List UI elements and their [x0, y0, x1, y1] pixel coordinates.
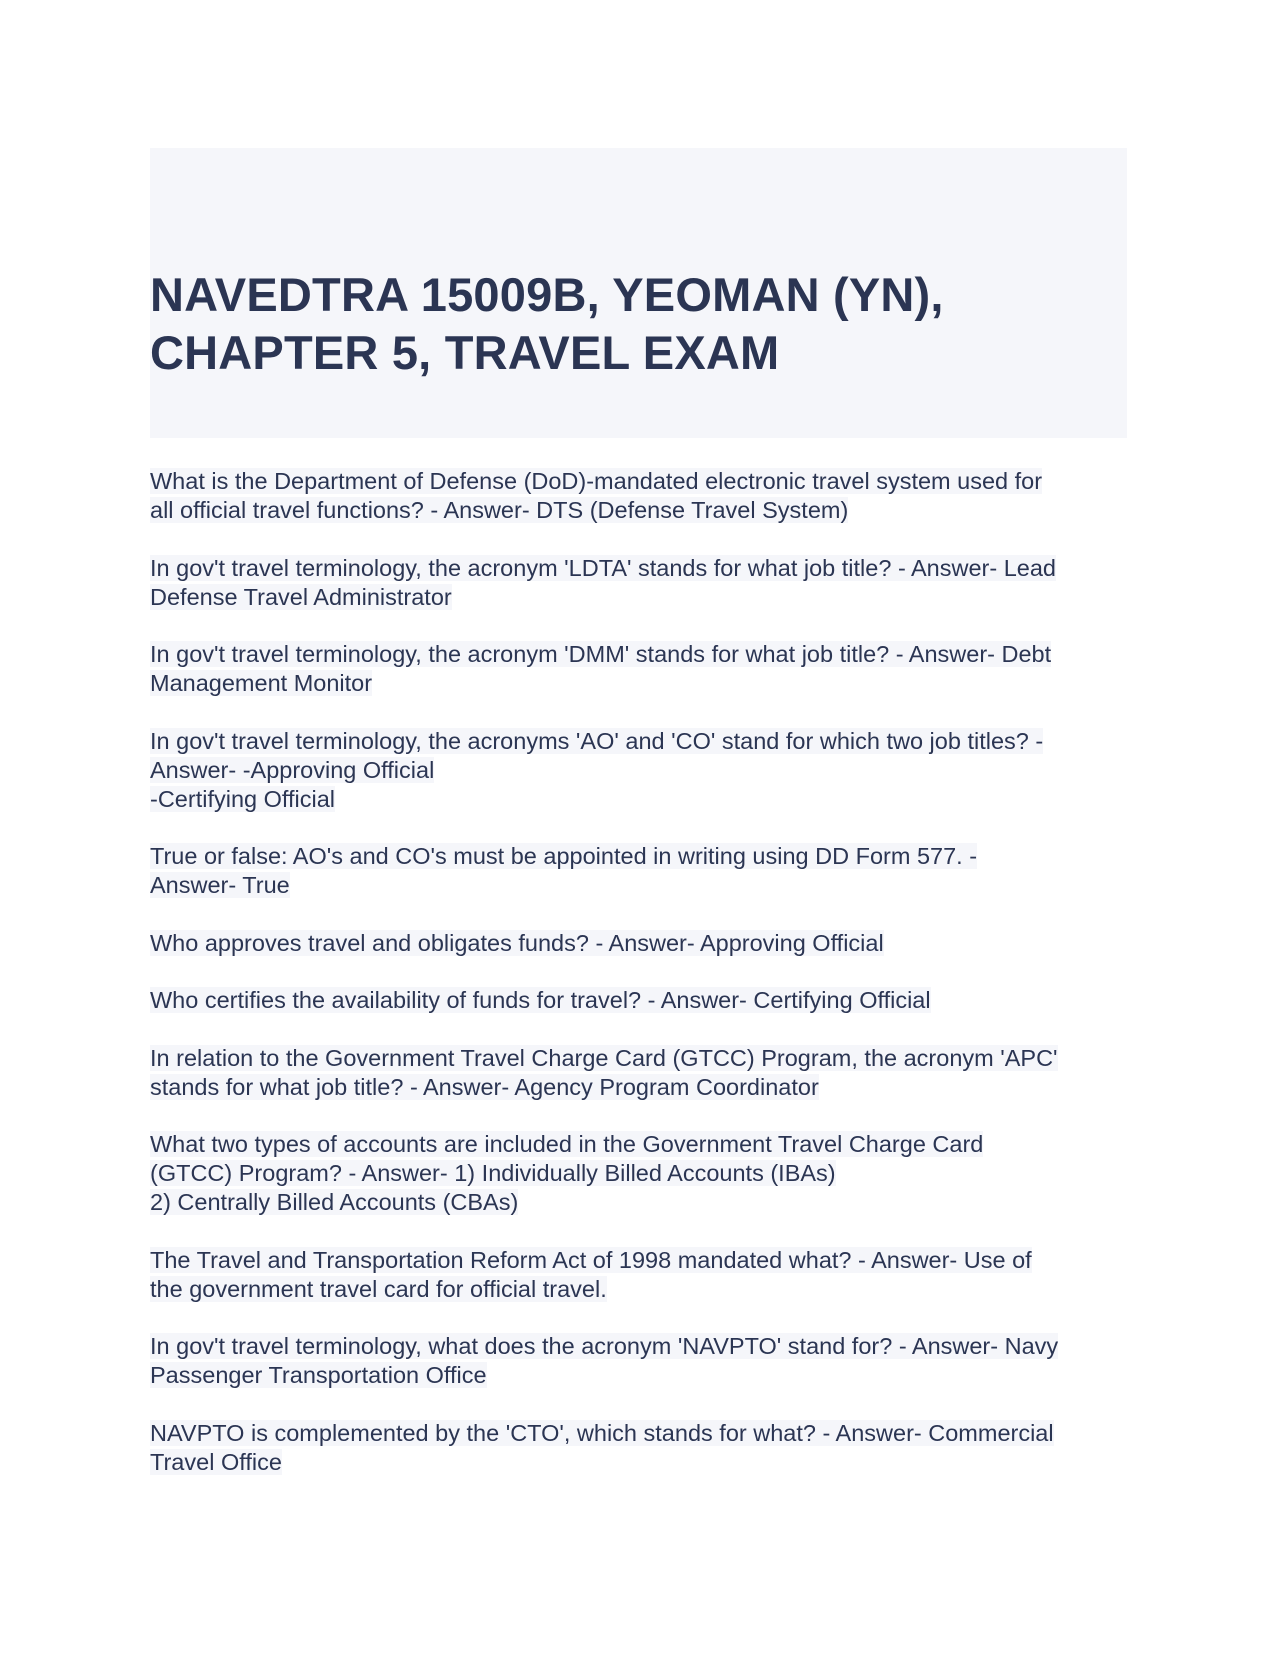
qa-line-text: NAVPTO is complemented by the 'CTO', which stands for what? - Answer- Commercial	[150, 1419, 1054, 1446]
qa-line	[150, 1044, 1127, 1073]
qa-list	[150, 467, 1127, 1477]
qa-item	[150, 1044, 1127, 1102]
qa-item	[150, 842, 1127, 900]
page-title	[150, 266, 1127, 382]
qa-line-text: Defense Travel Administrator	[150, 583, 452, 610]
qa-line-text: (GTCC) Program? - Answer- 1) Individually Billed Accounts (IBAs)	[150, 1160, 836, 1186]
qa-item	[150, 986, 1127, 1015]
qa-line	[150, 842, 1127, 871]
qa-line	[150, 467, 1127, 496]
qa-line	[150, 583, 1127, 612]
qa-line-text: The Travel and Transportation Reform Act of 1998 mandated what? - Answer- Use of	[150, 1246, 1032, 1273]
qa-item	[150, 467, 1127, 525]
qa-line-text: In gov't travel terminology, the acronym 'LDTA' stands for what job title? - Answer- Lead	[150, 554, 1057, 581]
qa-line-text: In gov't travel terminology, the acronym 'DMM' stands for what job title? - Answer- Debt	[150, 641, 1052, 667]
qa-line-text: What two types of accounts are included in the Government Travel Charge Card	[150, 1131, 984, 1157]
qa-item	[150, 1130, 1127, 1217]
qa-item	[150, 1419, 1127, 1477]
qa-line-text: Answer- -Approving Official	[150, 756, 435, 783]
qa-line-text: stands for what job title? - Answer- Agency Program Coordinator	[150, 1073, 819, 1100]
qa-line	[150, 496, 1127, 525]
qa-line-text: -Certifying Official	[150, 785, 336, 812]
qa-line-text: the government travel card for official travel.	[150, 1275, 607, 1302]
qa-line	[150, 640, 1127, 669]
qa-line	[150, 727, 1127, 756]
document-page	[150, 148, 1127, 1505]
qa-line-text: True or false: AO's and CO's must be appointed in writing using DD Form 577. -	[150, 843, 978, 869]
qa-item	[150, 1332, 1127, 1390]
title-line: CHAPTER 5, TRAVEL EXAM	[150, 326, 780, 379]
qa-line	[150, 756, 1127, 785]
qa-line	[150, 986, 1127, 1015]
qa-line	[150, 1275, 1127, 1304]
qa-line	[150, 929, 1127, 958]
qa-item	[150, 929, 1127, 958]
qa-line-text: Who approves travel and obligates funds? - Answer- Approving Official	[150, 929, 884, 956]
qa-line	[150, 1188, 1127, 1217]
qa-line	[150, 1448, 1127, 1477]
qa-line	[150, 1419, 1127, 1448]
qa-line	[150, 669, 1127, 698]
title-block	[150, 148, 1127, 438]
qa-line-text: In gov't travel terminology, what does the acronym 'NAVPTO' stand for? - Answer- Navy	[150, 1333, 1059, 1359]
qa-line-text: Who certifies the availability of funds for travel? - Answer- Certifying Official	[150, 987, 931, 1013]
qa-line-text: What is the Department of Defense (DoD)-mandated electronic travel system used for	[150, 468, 1043, 494]
qa-line	[150, 1361, 1127, 1390]
qa-line	[150, 1130, 1127, 1159]
qa-item	[150, 1246, 1127, 1304]
qa-line-text: all official travel functions? - Answer- DTS (Defense Travel System)	[150, 497, 849, 523]
qa-line-text: Management Monitor	[150, 670, 373, 696]
qa-line	[150, 1246, 1127, 1275]
qa-line	[150, 1332, 1127, 1361]
qa-line	[150, 554, 1127, 583]
qa-line-text: Answer- True	[150, 872, 290, 898]
qa-item	[150, 554, 1127, 612]
qa-line	[150, 785, 1127, 814]
qa-item	[150, 727, 1127, 814]
qa-line-text: In gov't travel terminology, the acronyms 'AO' and 'CO' stand for which two job titles? -	[150, 727, 1044, 754]
qa-line-text: 2) Centrally Billed Accounts (CBAs)	[150, 1189, 519, 1215]
qa-line-text: Passenger Transportation Office	[150, 1362, 487, 1388]
qa-line	[150, 871, 1127, 900]
qa-line	[150, 1073, 1127, 1102]
qa-line	[150, 1159, 1127, 1188]
qa-line-text: Travel Office	[150, 1448, 282, 1475]
title-line: NAVEDTRA 15009B, YEOMAN (YN),	[150, 268, 944, 321]
qa-line-text: In relation to the Government Travel Charge Card (GTCC) Program, the acronym 'APC'	[150, 1044, 1058, 1071]
qa-item	[150, 640, 1127, 698]
